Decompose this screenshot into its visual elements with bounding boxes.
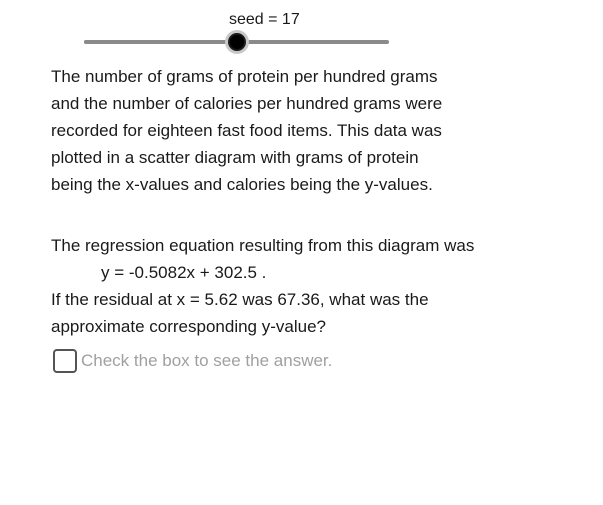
intro-line: plotted in a scatter diagram with grams of protein [51,148,419,167]
regression-equation: y = -0.5082x + 302.5 . [101,263,267,282]
show-answer-label[interactable]: Check the box to see the answer. [81,350,333,370]
question-intro-line: The regression equation resulting from this diagram was [51,236,475,255]
seed-slider-fill [84,40,237,44]
show-answer-row[interactable] [53,347,332,374]
intro-paragraph [51,63,442,198]
question-paragraph [51,232,474,340]
intro-line: and the number of calories per hundred grams were [51,94,443,113]
seed-slider-label: seed = 17 [229,11,300,28]
show-answer-checkbox[interactable] [53,349,77,373]
question-residual-line: If the residual at x = 5.62 was 67.36, what was the [51,290,429,309]
intro-line: recorded for eighteen fast food items. This data was [51,121,442,140]
seed-slider-thumb[interactable] [228,33,246,51]
intro-line: being the x-values and calories being the y-values. [51,175,433,194]
intro-line: The number of grams of protein per hundred grams [51,67,438,86]
question-ask-line: approximate corresponding y-value? [51,317,326,336]
